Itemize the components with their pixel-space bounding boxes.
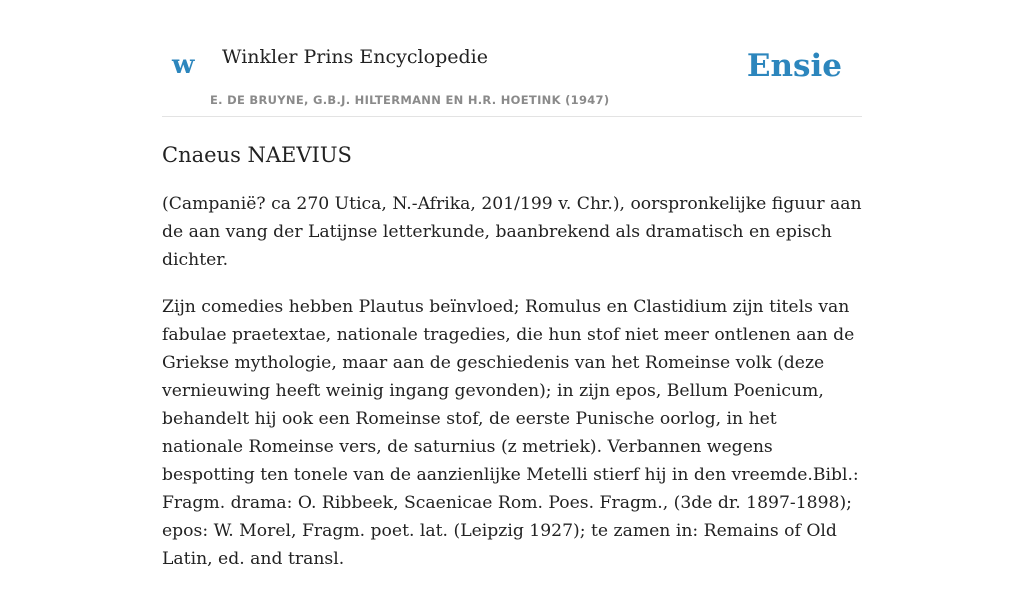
publication-authors: E. DE BRUYNE, G.B.J. HILTERMANN EN H.R. HOETINK (1947) [210, 93, 610, 107]
article-paragraph-body: Zijn comedies hebben Plautus beïnvloed; Romulus en Clastidium zijn titels van fabulae praetextae, nationale tragedies, die hun stof niet meer ontlenen aan de Griekse mythologie, maar aan de geschiedenis van het Romeinse volk (deze vernieuwing heeft weinig ingang gevonden); in zijn epos, Bellum Poenicum, behandelt hij ook een Romeinse stof, de eerste Punische oorlog, in het nationale Romeinse vers, de saturnius (z metriek). Verbannen wegens bespotting ten tonele van de aanzienlijke Metelli stierf hij in den vreemde.Bibl.: Fragm. drama: O. Ribbeek, Scaenicae Rom. Poes. Fragm., (3de dr. 1897-1898); epos: W. Morel, Fragm. poet. lat. (Leipzig 1927); te zamen in: Remains of Old Latin, ed. and transl. [162, 297, 859, 569]
site-header [162, 0, 862, 117]
ensie-logo[interactable]: Ensie [746, 48, 842, 84]
article-title: Cnaeus NAEVIUS [162, 143, 352, 167]
article-paragraph-intro: (Campanië? ca 270 Utica, N.-Afrika, 201/199 v. Chr.), oorspronkelijke figuur aan de aan vang der Latijnse letterkunde, baanbrekend als dramatisch en episch dichter. [162, 194, 862, 270]
article-content [162, 140, 862, 592]
publication-title[interactable]: Winkler Prins Encyclopedie [222, 46, 488, 68]
publication-logo-icon[interactable]: w [172, 50, 195, 80]
